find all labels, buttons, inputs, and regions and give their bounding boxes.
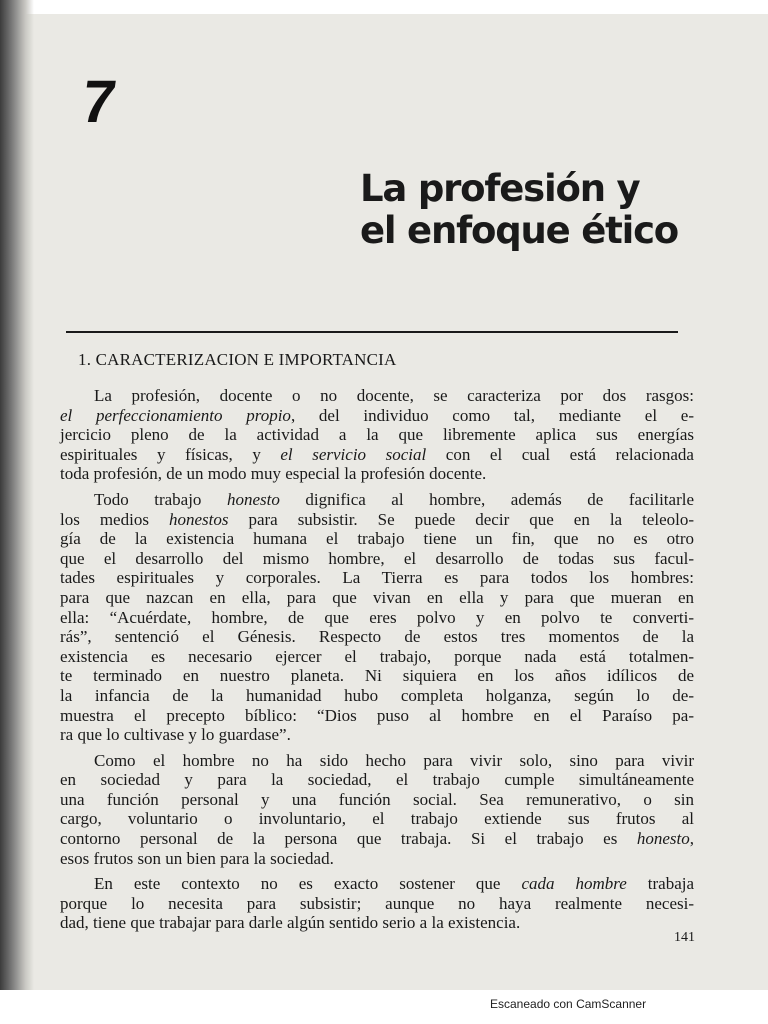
text-line: la infancia de la humanidad hubo completa holganza, según lo de- [60, 685, 694, 705]
paragraph [60, 874, 694, 933]
text-line: una función personal y una función social. Sea remunerativo, o sin [60, 789, 694, 809]
text-line: te terminado en nuestro planeta. Ni siquiera en los años idílicos de [60, 666, 694, 686]
text-line: Como el hombre no ha sido hecho para vivir solo, sino para vivir [94, 750, 694, 770]
text-line [60, 406, 694, 426]
text-line [60, 829, 694, 849]
italic-text: el servicio social [280, 444, 427, 464]
text-run: , del individuo como tal, mediante el e- [290, 405, 694, 425]
text-line [60, 490, 694, 510]
italic-text: honesto [636, 829, 690, 849]
body-text [60, 386, 694, 933]
text-run: trabaja [626, 874, 695, 894]
paragraph [60, 751, 694, 869]
text-run: los medios [60, 509, 169, 529]
text-line: gía de la existencia humana el trabajo tiene un fin, que no es otro [60, 529, 694, 549]
section-divider [66, 331, 678, 333]
text-line: ra que lo cultivase y lo guardase”. [60, 725, 291, 745]
text-run: En este contexto no es exacto sostener que [94, 874, 522, 894]
text-line: para que nazcan en ella, para que vivan en ella y para que mueran en [60, 587, 694, 607]
italic-text: el perfeccionamiento propio [60, 405, 291, 425]
page-binding-shadow [0, 0, 34, 990]
section-heading: 1. CARACTERIZACION E IMPORTANCIA [78, 350, 397, 369]
text-line [60, 445, 694, 465]
text-line: cargo, voluntario o involuntario, el trabajo extiende sus frutos al [60, 809, 694, 829]
paragraph [60, 490, 694, 745]
text-line: dad, tiene que trabajar para darle algún sentido serio a la existencia. [60, 913, 521, 933]
chapter-title-line-1: La profesión y [360, 167, 640, 210]
text-run: dignifica al hombre, además de facilitarle [279, 489, 694, 509]
page-number: 141 [674, 930, 695, 945]
chapter-title [360, 168, 720, 252]
text-run: Todo trabajo [94, 489, 227, 509]
text-line: en sociedad y para la sociedad, el trabajo cumple simultáneamente [60, 770, 694, 790]
text-line: rás”, sentenció el Génesis. Respecto de estos tres momentos de la [60, 627, 694, 647]
text-line: La profesión, docente o no docente, se caracteriza por dos rasgos: [94, 386, 694, 405]
text-line [60, 874, 694, 894]
text-line: existencia es necesario ejercer el trabajo, porque nada está totalmen- [60, 646, 694, 666]
text-line: que el desarrollo del mismo hombre, el desarrollo de todas sus facul- [60, 548, 694, 568]
text-line: esos frutos son un bien para la sociedad. [60, 848, 334, 868]
text-run: para subsistir. Se puede decir que en la teleolo- [228, 509, 695, 529]
text-line: ella: “Acuérdate, hombre, de que eres polvo y en polvo te converti- [60, 607, 694, 627]
text-run: con el cual está relacionada [426, 444, 694, 464]
paragraph [60, 386, 694, 484]
text-line [60, 510, 694, 530]
text-line: jercicio pleno de la actividad a la que libremente aplica sus energías [60, 425, 694, 445]
text-line: muestra el precepto bíblico: “Dios puso al hombre en el Paraíso pa- [60, 705, 694, 725]
text-run: , [689, 829, 694, 849]
chapter-number: 7 [77, 68, 121, 135]
italic-text: honestos [168, 509, 229, 529]
scan-bottom-margin [0, 990, 768, 1024]
text-run: espirituales y físicas, y [60, 444, 281, 464]
italic-text: cada hombre [521, 874, 627, 894]
chapter-title-line-2: el enfoque ético [360, 209, 679, 252]
scan-top-margin [0, 0, 768, 14]
text-line: tades espirituales y corporales. La Tierra es para todos los hombres: [60, 568, 694, 588]
scanner-watermark-label: Escaneado con CamScanner [490, 997, 647, 1011]
text-line: porque lo necesita para subsistir; aunque no haya realmente necesi- [60, 893, 694, 913]
text-line: toda profesión, de un modo muy especial la profesión docente. [60, 464, 487, 484]
text-run: contorno personal de la persona que trabaja. Si el trabajo es [60, 829, 637, 849]
italic-text: honesto [226, 489, 280, 509]
